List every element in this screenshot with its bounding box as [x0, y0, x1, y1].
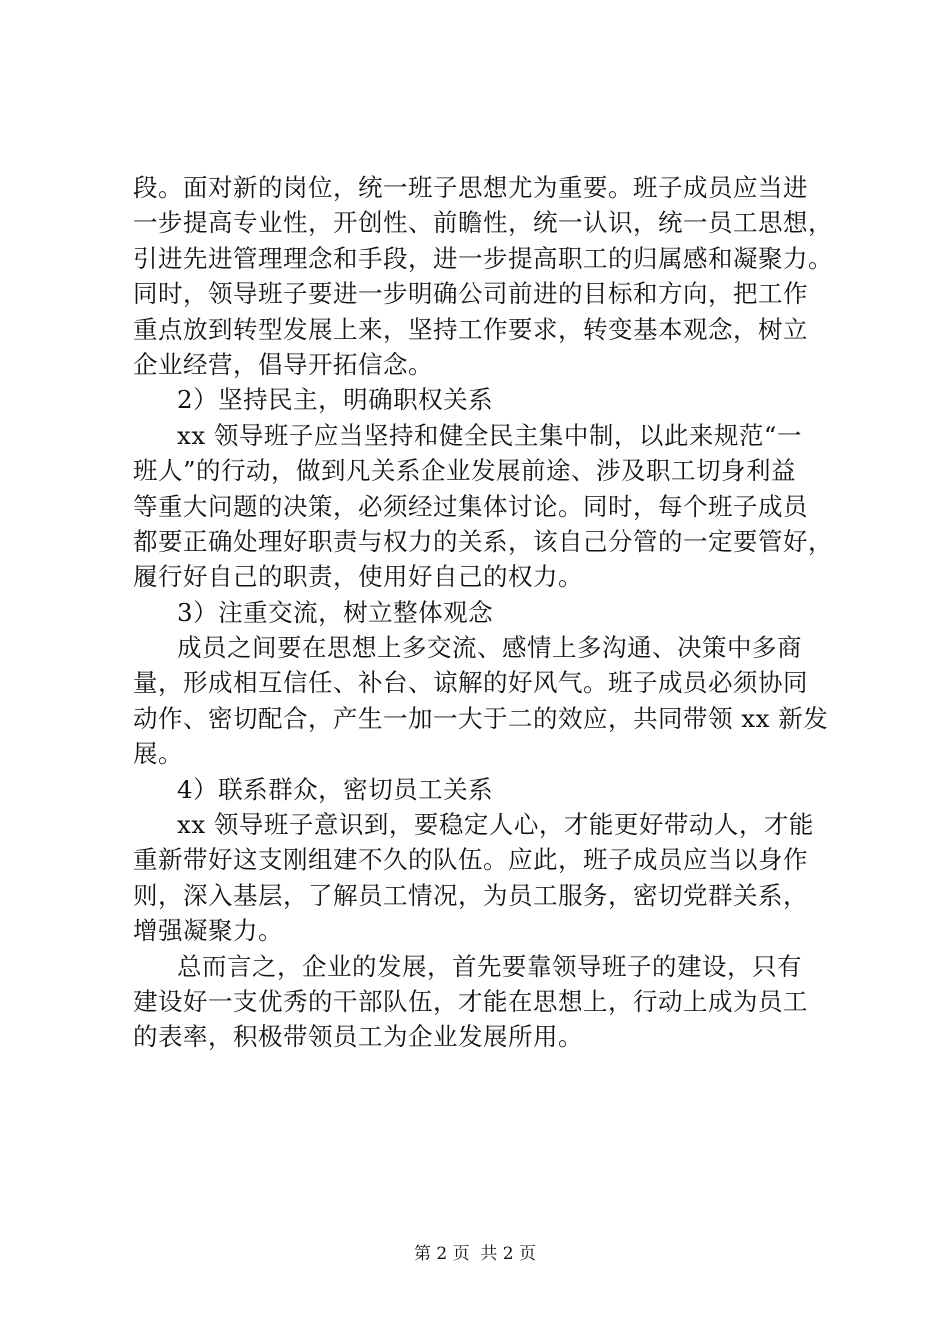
text-line: 重新带好这支刚组建不久的队伍。应此，班子成员应当以身作: [133, 845, 808, 875]
section-heading: 3）注重交流，树立整体观念: [177, 597, 494, 627]
text-line: 动作、密切配合，产生一加一大于二的效应，共同带领 xx 新发: [133, 703, 829, 733]
text-line: 引进先进管理理念和手段，进一步提高职工的归属感和凝聚力。: [133, 243, 833, 273]
text-line: 增强凝聚力。: [133, 916, 283, 946]
text-line: xx 领导班子应当坚持和健全民主集中制，以此来规范“一: [177, 420, 802, 450]
text-line: 企业经营，倡导开拓信念。: [133, 349, 433, 379]
text-line: 的表率，积极带领员工为企业发展所用。: [133, 1022, 583, 1052]
text-line: 总而言之，企业的发展，首先要靠领导班子的建设，只有: [177, 951, 802, 981]
text-line: 同时，领导班子要进一步明确公司前进的目标和方向，把工作: [133, 279, 808, 309]
text-line: 班人”的行动，做到凡关系企业发展前途、涉及职工切身利益: [133, 456, 797, 486]
text-line: 段。面对新的岗位，统一班子思想尤为重要。班子成员应当进: [133, 173, 808, 202]
section-heading: 2）坚持民主，明确职权关系: [177, 385, 494, 415]
text-line: 建设好一支优秀的干部队伍，才能在思想上，行动上成为员工: [133, 986, 808, 1016]
text-line: xx 领导班子意识到，要稳定人心，才能更好带动人，才能: [177, 810, 814, 840]
text-line: 都要正确处理好职责与权力的关系，该自己分管的一定要管好，: [133, 526, 833, 556]
text-line: 成员之间要在思想上多交流、感情上多沟通、决策中多商: [177, 633, 802, 663]
document-body: [133, 170, 833, 1055]
section-heading: 4）联系群众，密切员工关系: [177, 774, 494, 804]
text-line: 展。: [133, 739, 183, 769]
text-line: 履行好自己的职责，使用好自己的权力。: [133, 562, 583, 592]
text-line: 量，形成相互信任、补台、谅解的好风气。班子成员必须协同: [133, 668, 808, 698]
text-line: 等重大问题的决策，必须经过集体讨论。同时，每个班子成员: [133, 491, 808, 521]
page-number-footer: 第 2 页 共 2 页: [413, 1244, 537, 1264]
text-line: 则，深入基层，了解员工情况，为员工服务，密切党群关系，: [133, 880, 808, 910]
text-line: 一步提高专业性，开创性、前瞻性，统一认识，统一员工思想，: [133, 208, 833, 238]
text-line: 重点放到转型发展上来，坚持工作要求，转变基本观念，树立: [133, 314, 808, 344]
